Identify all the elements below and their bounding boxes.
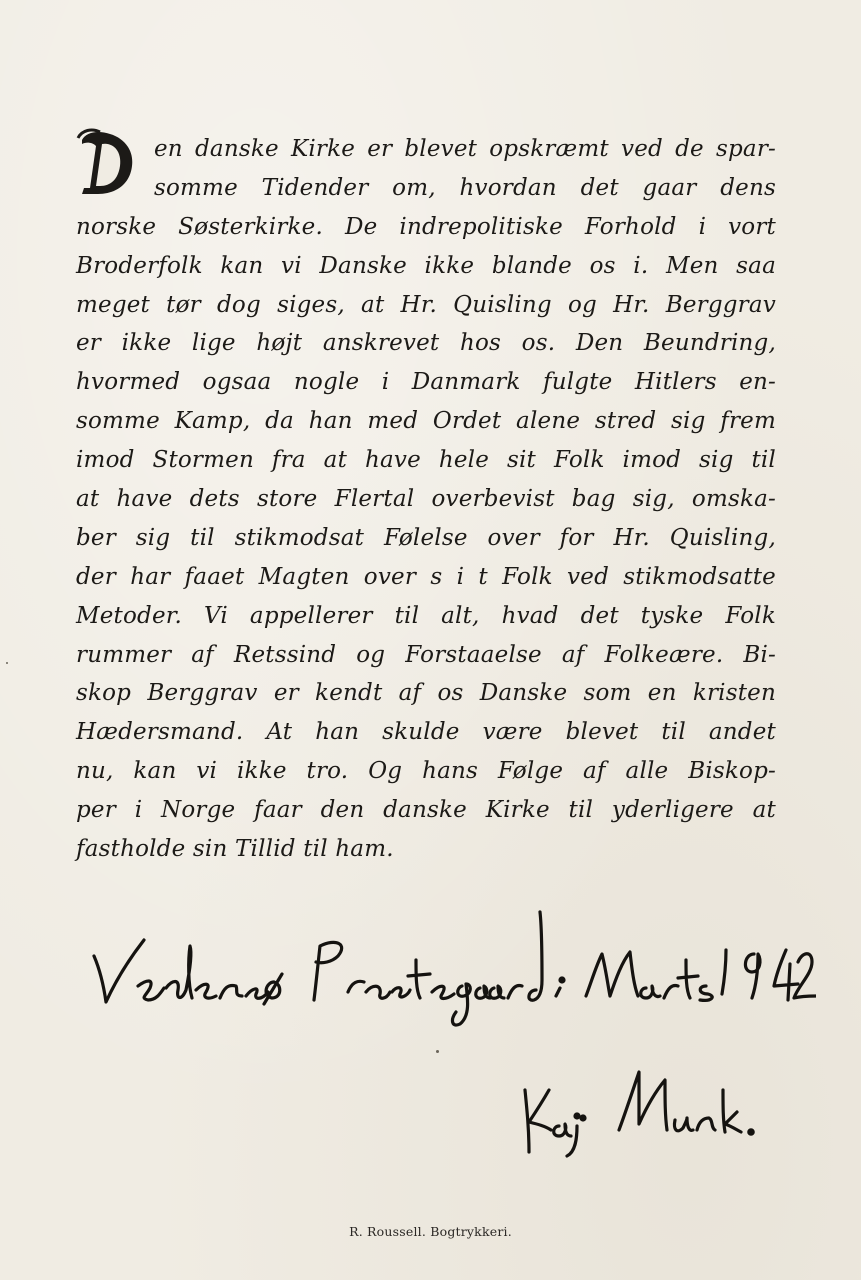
paper-speck: [436, 1050, 439, 1053]
letter-line: ber sig til stikmodsat Følelse over for Hr. Quisling,: [76, 524, 776, 551]
letter-line: at have dets store Flertal overbevist bag sig, omska-: [76, 486, 776, 513]
letter-line: er ikke lige højt anskrevet hos os. Den Beundring,: [76, 330, 776, 357]
letter-line: somme Kamp, da han med Ordet alene stred sig frem: [76, 408, 776, 435]
letter-line: meget tør dog siges, at Hr. Quisling og Hr. Berggrav: [76, 291, 776, 318]
printer-imprint: R. Roussell. Bogtrykkeri.: [349, 1224, 512, 1239]
letter-line: imod Stormen fra at have hele sit Folk imod sig til: [76, 447, 776, 474]
letter-line: rummer af Retssind og Forstaaelse af Folkeære. Bi-: [76, 641, 776, 668]
handwritten-place-date: [86, 900, 816, 1030]
letter-line: Metoder. Vi appellerer til alt, hvad det tyske Folk: [76, 602, 776, 629]
letter-line: Hædersmand. At han skulde være blevet til andet: [76, 719, 776, 746]
letter-line: der har faaet Magten over s i t Folk ved stikmodsatte: [76, 563, 776, 590]
letter-line: hvormed ogsaa nogle i Danmark fulgte Hitlers en-: [76, 369, 776, 396]
handwritten-signature: [515, 1060, 775, 1160]
letter-line: per i Norge faar den danske Kirke til yderligere at: [76, 797, 776, 824]
letter-line: nu, kan vi ikke tro. Og hans Følge af alle Biskop-: [76, 758, 776, 785]
letter-line: fastholde sin Tillid til ham.: [76, 836, 394, 863]
letter-line: en danske Kirke er blevet opskræmt ved de spar-: [154, 136, 776, 162]
letter-line: skop Berggrav er kendt af os Danske som en kristen: [76, 680, 776, 707]
letter-line: norske Søsterkirke. De indrepolitiske Forhold i vort: [76, 213, 776, 240]
paper-speck: [6, 662, 8, 664]
letter-line: somme Tidender om, hvordan det gaar dens: [154, 174, 776, 201]
letter-body: [76, 130, 776, 869]
letter-line: Broderfolk kan vi Danske ikke blande os i. Men saa: [76, 252, 776, 279]
